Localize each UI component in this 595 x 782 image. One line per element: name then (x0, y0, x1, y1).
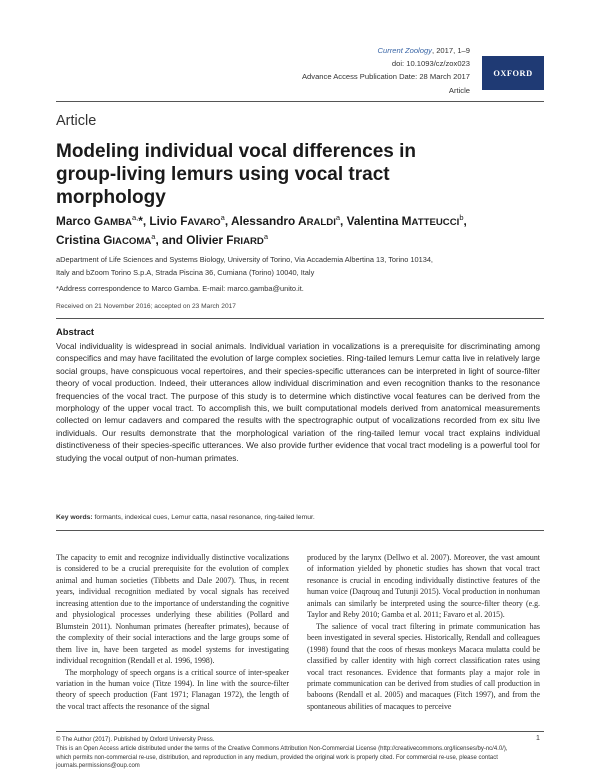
license-line-1: This is an Open Access article distributed under the terms of the Creative Commons Attribution Non-Commercial License (http://creativecommons.org/licenses/by-nc/4.0/), (56, 745, 508, 752)
article-title: Modeling individual vocal differences in group-living lemurs using vocal tract morphology (56, 141, 417, 208)
affiliation-line-1: aDepartment of Life Sciences and Systems Biology, University of Torino, Via Accademia Albertina 13, Torino 10134, (56, 255, 433, 264)
abstract-bottom-rule (56, 530, 544, 531)
body-paragraph: The capacity to emit and recognize individually distinctive vocalizations is considered to be a crucial prerequisite for the evolution of complex animal and human societies (Tibbetts and Dale 2007). Thus, in recent years, individual recognition mediated by vocal signals has received increasing attention due to the importance of understanding the cognitive and physiological processes underlying these abilities (Pollard and Blumstein 2011). Nonhuman primates (hereafter primates), because of the complexity of their social interactions and the large groups some of them live in, have been targeted as model systems for investigating individual recognition (Rendall et al. 1996, 1998). (56, 553, 289, 666)
correspondence: *Address correspondence to Marco Gamba. E-mail: marco.gamba@unito.it. (56, 284, 304, 293)
abstract-text: Vocal individuality is widespread in social animals. Individual variation in vocalizations is a prerequisite for discriminating among conspecifics and may have facilitated the evolution of large complex societies. Ring-tailed lemurs Lemur catta live in relatively large social groups, have conspicuous vocal repertoires, and their species-specific utterances can be interpreted in light of source-filter theory of vocal production. Indeed, their utterances allow individual discrimination and even recognition thanks to the resonance frequencies of the vocal tract. The purpose of this study is to determine which distinctive vocal features can be derived from the morphology of the upper vocal tract. To accomplish this, we built computational models derived from anatomical measurements collected on lemur cadavers and compared the results with the spectrographic output of vocalizations recorded from ex situ live individuals. Our results demonstrate that the morphological variation of the ring-tailed lemur vocal tract explains individual distinctiveness of their species-specific utterances. We also provide further evidence that vocal tract modeling is a powerful tool for studying the vocal output of non-human primates. (56, 341, 540, 463)
journal-name[interactable]: Current Zoology (377, 46, 432, 55)
advance-access-date: Advance Access Publication Date: 28 March 2017 (301, 72, 470, 82)
body-paragraph: The salience of vocal tract filtering in primate communication has been investigated in several species. Historically, Rendall and colleagues (1998) found that the coos of rhesus monkeys Macaca mulatta could be classified by caller identity with high correct classification rates using vocal tract resonances. Evidence that formants play a major role in primate communication can be derived from studies of call production in baboons (Rendall et al. 2005) and macaques (Fitch 1997), and from the spontaneous abilities of macaques to perceive (307, 621, 540, 711)
page-number: 1 (536, 735, 540, 742)
keywords-label: Key words: (56, 514, 93, 521)
author-list (56, 213, 536, 250)
affiliation-line-2: Italy and bZoom Torino S.p.A, Strada Piscina 36, Cumiana (Torino) 10040, Italy (56, 268, 315, 277)
authors-line-1: Marco $GAMBA^{a,}*$, Livio FAVARO$^a$, Alessandro ARALDI$^a$, Valentina MATTEUCCI$^b$, (56, 213, 467, 228)
keywords-text: formants, indexical cues, Lemur catta, nasal resonance, ring-tailed lemur. (94, 514, 315, 521)
abstract-heading: Abstract (56, 326, 95, 337)
copyright-footer (56, 736, 544, 771)
journal-issue: , 2017, 1–9 (431, 46, 470, 55)
body-column-left (56, 552, 289, 712)
body-column-right (307, 552, 540, 712)
body-paragraph: The morphology of speech organs is a critical source of inter-speaker variation in the human voice (Titze 1994). In line with the source-filter theory of speech production (Fant 1971; Flanagan 1972), the length of the vocal tract affects the resonance of the signal (56, 667, 289, 711)
article-type: Article (448, 85, 470, 95)
body-paragraph: produced by the larynx (Dellwo et al. 2007). Moreover, the vast amount of information yielded by phonetic studies has shown that vocal tract resonance is crucial in encoding individually distinctive features of the human voice (Daqrouq and Tutunji 2015). Vocal production in nonhuman animals can similarly be interpreted using the source-filter theory (e.g. Taylor and Reby 2010; Gamba et al. 2011; Favaro et al. 2015). (307, 553, 540, 620)
abstract-top-rule (56, 318, 544, 319)
footer-rule (56, 731, 544, 732)
license-line-2: which permits non-commercial re-use, distribution, and reproduction in any medium, provided the original work is properly cited. For commercial re-use, please contact (56, 754, 498, 761)
affiliations (56, 253, 541, 279)
header-rule (56, 101, 544, 102)
keywords (56, 514, 315, 521)
article-kind: Article (56, 113, 97, 129)
authors-line-2: Cristina GIACOMA$^a$, and Olivier FRIARD$^a$ (56, 231, 269, 247)
oxford-logo: OXFORD (482, 56, 544, 90)
doi[interactable]: doi: 10.1093/cz/zox023 (391, 59, 470, 69)
permissions-email[interactable]: journals.permissions@oup.com (56, 763, 140, 770)
journal-header (302, 44, 470, 97)
received-date: Received on 21 November 2016; accepted on 23 March 2017 (56, 303, 236, 310)
copyright-line: © The Author (2017). Published by Oxford University Press. (56, 737, 215, 743)
